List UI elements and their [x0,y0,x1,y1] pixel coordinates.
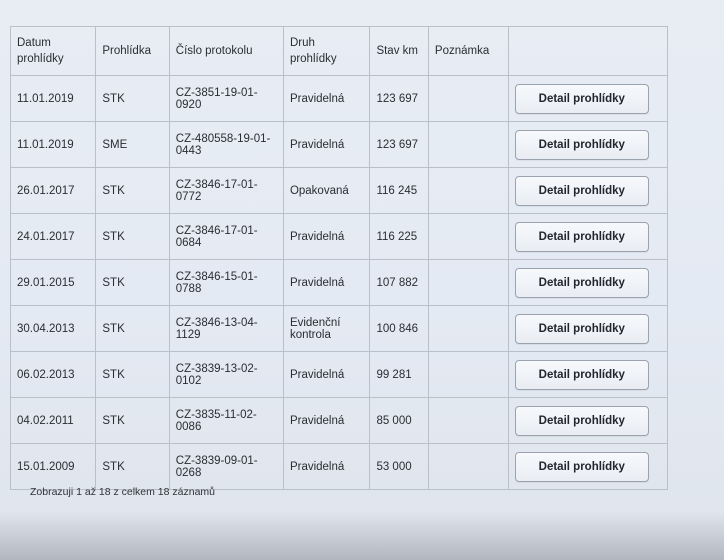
cell-km: 107 882 [370,260,428,306]
cell-inspection-type: STK [96,352,169,398]
table-row [11,214,668,260]
cell-protocol-number: CZ-3851-19-01-0920 [169,76,283,122]
cell-action [508,398,667,444]
cell-action [508,214,667,260]
inspection-detail-button[interactable]: Detail prohlídky [515,84,649,114]
cell-note [428,76,508,122]
cell-date: 29.01.2015 [11,260,96,306]
cell-inspection-type: STK [96,444,169,490]
inspection-kind-line1: Pravidelná [289,230,345,243]
cell-action [508,444,667,490]
header-note [428,27,508,76]
table-header-row [11,27,668,76]
inspection-detail-button[interactable]: Detail prohlídky [515,176,649,206]
inspection-kind-line1: Evidenční [289,316,341,329]
cell-inspection-type: STK [96,398,169,444]
inspection-table [10,26,668,490]
cell-inspection-kind [283,306,370,352]
inspection-kind-line1: Pravidelná [289,92,345,105]
cell-protocol-number: CZ-3839-13-02-0102 [169,352,283,398]
cell-protocol-number: CZ-3846-13-04-1129 [169,306,283,352]
pagination-summary: Zobrazuji 1 až 18 z celkem 18 záznamů [30,486,216,498]
table-row [11,444,668,490]
inspection-detail-button[interactable]: Detail prohlídky [515,406,649,436]
cell-protocol-number: CZ-3846-17-01-0772 [169,168,283,214]
photo-shadow [0,512,724,560]
inspection-kind-line1: Pravidelná [289,138,345,151]
cell-action [508,352,667,398]
header-protocol-line1: Číslo protokolu [175,45,253,57]
cell-action [508,76,667,122]
cell-date: 26.01.2017 [11,168,96,214]
table-row [11,352,668,398]
table-row [11,122,668,168]
cell-date: 15.01.2009 [11,444,96,490]
cell-note [428,122,508,168]
header-km-line1: Stav km [376,45,418,57]
header-date-line1: Datum [17,37,51,49]
header-inspection-line1: Prohlídka [102,45,151,57]
inspection-detail-button[interactable]: Detail prohlídky [515,268,649,298]
cell-protocol-number: CZ-3835-11-02-0086 [169,398,283,444]
cell-date: 30.04.2013 [11,306,96,352]
header-action [508,27,667,76]
cell-note [428,260,508,306]
cell-inspection-type: STK [96,168,169,214]
cell-km: 123 697 [370,122,428,168]
cell-inspection-kind [283,122,370,168]
cell-note [428,444,508,490]
cell-protocol-number: CZ-480558-19-01-0443 [169,122,283,168]
inspection-detail-button[interactable]: Detail prohlídky [515,314,649,344]
cell-km: 116 225 [370,214,428,260]
header-date-line2: prohlídky [17,53,64,65]
cell-km: 99 281 [370,352,428,398]
inspection-detail-button[interactable]: Detail prohlídky [515,130,649,160]
cell-protocol-number: CZ-3839-09-01-0268 [169,444,283,490]
header-date [11,27,96,76]
header-note-line1: Poznámka [434,45,490,57]
cell-inspection-type: STK [96,76,169,122]
inspection-detail-button[interactable]: Detail prohlídky [515,222,649,252]
cell-note [428,306,508,352]
inspection-kind-line2: kontrola [289,328,331,341]
cell-action [508,306,667,352]
cell-note [428,398,508,444]
cell-inspection-kind [283,444,370,490]
cell-action [508,168,667,214]
inspection-kind-line1: Opakovaná [289,184,349,197]
header-inspection [96,27,169,76]
cell-inspection-type: STK [96,260,169,306]
table-row [11,168,668,214]
inspection-kind-line1: Pravidelná [289,414,345,427]
inspection-kind-line1: Pravidelná [289,460,345,473]
cell-inspection-type: SME [96,122,169,168]
inspection-detail-button[interactable]: Detail prohlídky [515,452,649,482]
cell-inspection-kind [283,168,370,214]
cell-protocol-number: CZ-3846-17-01-0684 [169,214,283,260]
cell-km: 116 245 [370,168,428,214]
cell-note [428,352,508,398]
table-row [11,260,668,306]
table-row [11,76,668,122]
cell-inspection-kind [283,260,370,306]
cell-note [428,168,508,214]
cell-date: 11.01.2019 [11,76,96,122]
inspection-detail-button[interactable]: Detail prohlídky [515,360,649,390]
cell-km: 85 000 [370,398,428,444]
cell-inspection-type: STK [96,214,169,260]
cell-km: 53 000 [370,444,428,490]
cell-inspection-kind [283,352,370,398]
table-row [11,306,668,352]
cell-action [508,122,667,168]
cell-date: 04.02.2011 [11,398,96,444]
table-body [11,76,668,490]
header-protocol [169,27,283,76]
cell-date: 06.02.2013 [11,352,96,398]
cell-inspection-kind [283,214,370,260]
cell-km: 123 697 [370,76,428,122]
header-kind-line1: Druh [289,37,315,49]
inspection-kind-line1: Pravidelná [289,276,345,289]
cell-note [428,214,508,260]
cell-protocol-number: CZ-3846-15-01-0788 [169,260,283,306]
cell-inspection-type: STK [96,306,169,352]
inspection-kind-line1: Pravidelná [289,368,345,381]
cell-date: 24.01.2017 [11,214,96,260]
cell-km: 100 846 [370,306,428,352]
header-kind [283,27,370,76]
header-kind-line2: prohlídky [289,53,337,65]
header-km [370,27,428,76]
cell-action [508,260,667,306]
cell-inspection-kind [283,398,370,444]
cell-inspection-kind [283,76,370,122]
cell-date: 11.01.2019 [11,122,96,168]
table-row [11,398,668,444]
